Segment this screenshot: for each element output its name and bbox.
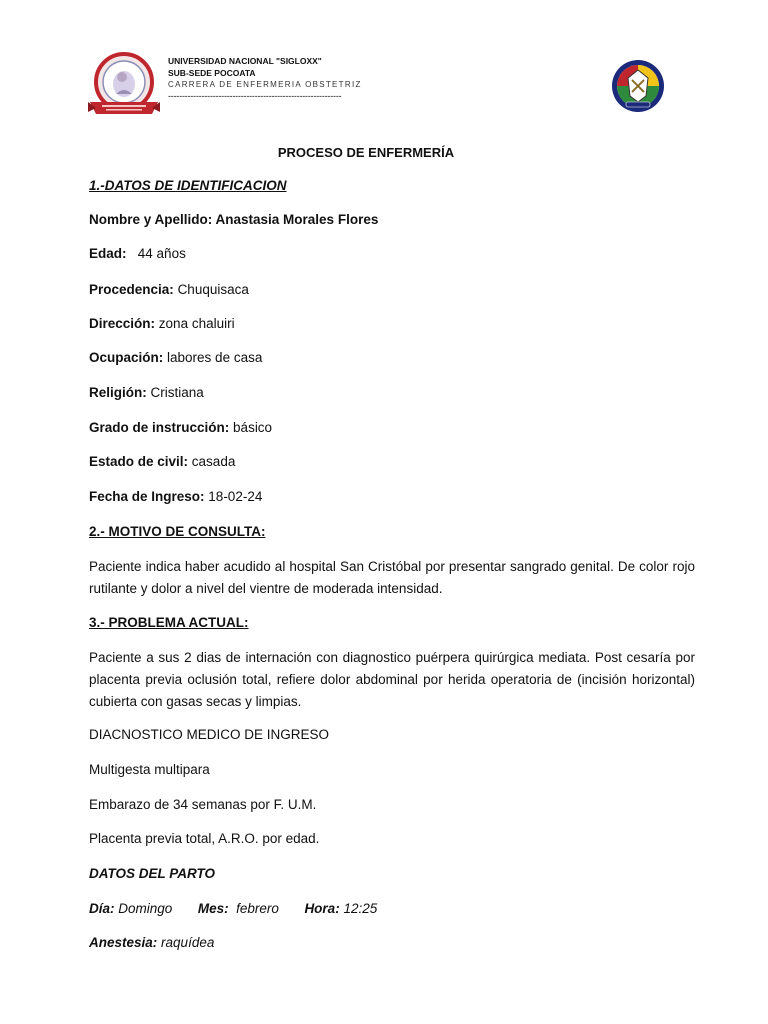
field-occupation: [89, 350, 262, 365]
field-name-label: Nombre y Apellido:: [89, 212, 213, 227]
field-occupation-label: Ocupación:: [89, 350, 164, 365]
field-education-label: Grado de instrucción:: [89, 420, 230, 435]
field-admission-value: 18-02-24: [208, 489, 263, 504]
field-origin-label: Procedencia:: [89, 282, 174, 297]
field-address: [89, 316, 235, 331]
university-crest-icon: [610, 56, 666, 116]
section-problem-heading: 3.- PROBLEMA ACTUAL:: [89, 615, 249, 630]
field-origin-value: Chuquisaca: [177, 282, 249, 297]
birth-details: [89, 901, 377, 916]
institution-header: [168, 55, 362, 101]
section-identification-heading: 1.-DATOS DE IDENTIFICACION: [89, 178, 287, 193]
field-name: [89, 212, 378, 227]
birth-month-value: febrero: [236, 901, 279, 916]
subsede-name: SUB-SEDE POCOATA: [168, 68, 256, 78]
field-religion: [89, 385, 204, 400]
diagnosis-item: Multigesta multipara: [89, 762, 210, 777]
problem-paragraph: Paciente a sus 2 dias de internación con diagnostico puérpera quirúrgica mediata. Post cesaría por placenta previa oclusión total, refiere dolor abdominal por herida operatoria de (incisión horizontal) cubierta con gasas secas y limpias.: [89, 650, 695, 709]
birth-anesthesia-value: raquídea: [161, 935, 215, 950]
diagnosis-heading: DIACNOSTICO MEDICO DE INGRESO: [89, 727, 330, 742]
field-admission-label: Fecha de Ingreso:: [89, 489, 205, 504]
field-name-value: Anastasia Morales Flores: [215, 212, 379, 227]
birth-hour-label: Hora:: [304, 901, 340, 916]
university-name: UNIVERSIDAD NACIONAL "SIGLOXX": [168, 56, 322, 66]
field-religion-value: Cristiana: [150, 385, 204, 400]
field-occupation-value: labores de casa: [167, 350, 263, 365]
document-title: PROCESO DE ENFERMERÍA: [277, 145, 455, 160]
diagnosis-item: Embarazo de 34 semanas por F. U.M.: [89, 797, 317, 812]
field-religion-label: Religión:: [89, 385, 147, 400]
field-civil-label: Estado de civil:: [89, 454, 189, 469]
section-consult-heading: 2.- MOTIVO DE CONSULTA:: [89, 524, 266, 539]
birth-hour-value: 12:25: [343, 901, 378, 916]
field-address-label: Dirección:: [89, 316, 156, 331]
field-education: [89, 420, 272, 435]
birth-anesthesia: [89, 935, 214, 950]
field-education-value: básico: [233, 420, 273, 435]
birth-heading: DATOS DEL PARTO: [89, 866, 216, 881]
field-age-value: 44 años: [137, 246, 186, 261]
field-civil-status: [89, 454, 235, 469]
birth-day-value: Domingo: [118, 901, 173, 916]
field-age: [89, 246, 186, 261]
field-civil-value: casada: [191, 454, 236, 469]
field-admission-date: [89, 489, 262, 504]
field-origin: [89, 282, 249, 297]
university-seal-icon: [86, 50, 162, 122]
field-age-label: Edad:: [89, 246, 127, 261]
birth-anesthesia-label: Anestesia:: [89, 935, 158, 950]
header-separator: --------------------------------------------------------------: [168, 91, 342, 101]
birth-month-label: Mes:: [197, 901, 229, 916]
field-address-value: zona chaluiri: [158, 316, 235, 331]
career-name: CARRERA DE ENFERMERIA OBSTETRIZ: [168, 80, 362, 89]
diagnosis-item: Placenta previa total, A.R.O. por edad.: [89, 831, 320, 846]
consult-paragraph: Paciente indica haber acudido al hospital San Cristóbal por presentar sangrado genital. De color rojo rutilante y dolor a nivel del vientre de moderada intensidad.: [89, 559, 695, 596]
birth-day-label: Día:: [89, 901, 115, 916]
